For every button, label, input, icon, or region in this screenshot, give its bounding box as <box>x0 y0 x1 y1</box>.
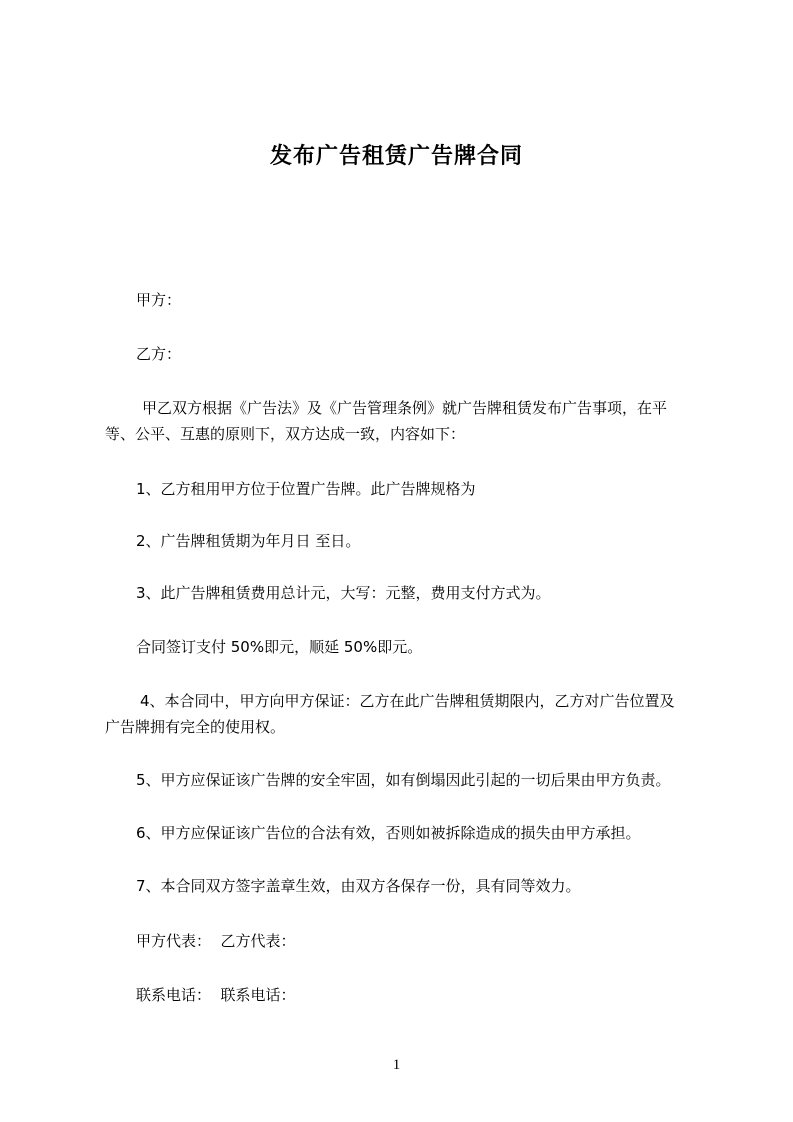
clause-6: 6、甲方应保证该广告位的合法有效，否则如被拆除造成的损失由甲方承担。 <box>136 824 641 842</box>
document-title: 发布广告租赁广告牌合同 <box>269 144 523 169</box>
clause-4-line-2: 广告牌拥有完全的使用权。 <box>105 718 286 736</box>
clause-4-line-1: 4、本合同中，甲方向甲方保证：乙方在此广告牌租赁期限内，乙方对广告位置及 <box>140 692 675 710</box>
clause-5: 5、甲方应保证该广告牌的安全牢固，如有倒塌因此引起的一切后果由甲方负责。 <box>136 771 671 789</box>
payment-note: 合同签订支付 50%即元，顺延 50%即元。 <box>136 638 423 656</box>
clause-2: 2、广告牌租赁期为年月日 至日。 <box>136 532 361 550</box>
party-a-label: 甲方： <box>136 291 182 309</box>
clause-1: 1、乙方租用甲方位于位置广告牌。此广告牌规格为 <box>136 480 476 498</box>
clause-3: 3、此广告牌租赁费用总计元，大写：元整，费用支付方式为。 <box>136 584 551 602</box>
clause-7: 7、本合同双方签字盖章生效，由双方各保存一份，具有同等效力。 <box>136 877 581 895</box>
page-number: 1 <box>392 1057 401 1073</box>
preamble-line-2: 等、公平、互惠的原则下，双方达成一致，内容如下： <box>105 425 466 443</box>
representatives-line: 甲方代表： 乙方代表： <box>136 932 296 950</box>
preamble-line-1: 甲乙双方根据《广告法》及《广告管理条例》就广告牌租赁发布广告事项，在平 <box>142 399 668 417</box>
phone-line: 联系电话： 联系电话： <box>136 986 296 1004</box>
party-b-label: 乙方： <box>136 345 182 363</box>
